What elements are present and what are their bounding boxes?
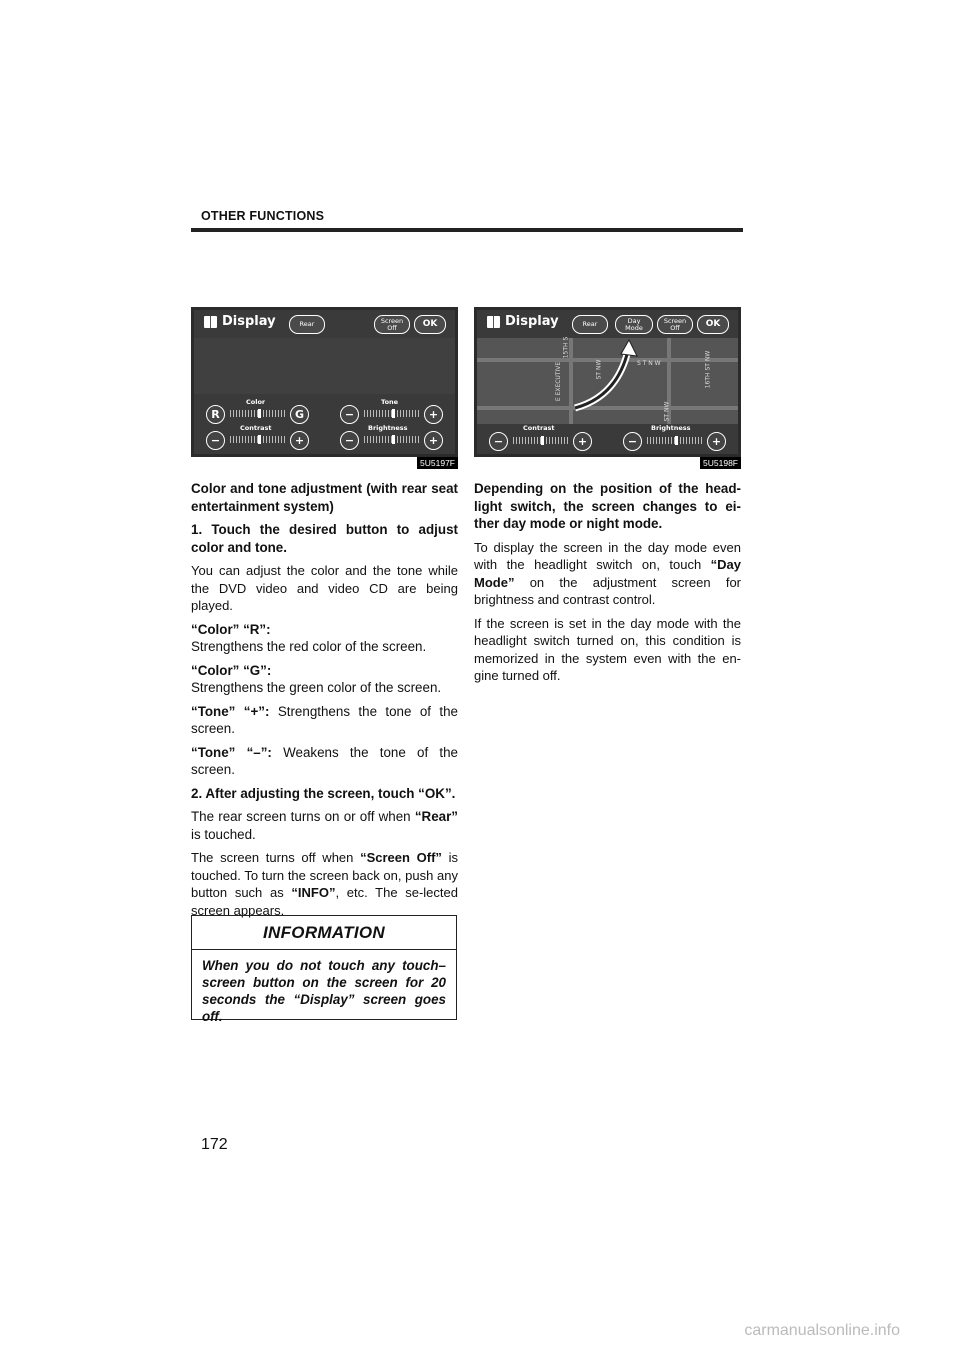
screen-off-paragraph <box>191 849 458 919</box>
section-heading: Color and tone adjustment (with rear seat entertainment system) <box>191 481 458 514</box>
map-label: 15TH S <box>562 336 570 359</box>
tone-plus-text: Strengthens the tone of the screen. <box>191 703 458 736</box>
color-r-label: “Color” “R”: <box>191 621 271 637</box>
tone-minus-label: “Tone” “–”: <box>191 744 272 760</box>
day-mode-paragraph <box>474 539 741 609</box>
day-mode-text-end: on the adjustment screen for brightness and contrast control. <box>474 574 741 607</box>
color-r-text: Strengthens the red color of the screen. <box>191 639 427 654</box>
book-icon <box>487 316 500 328</box>
figure-day-mode-screen <box>474 307 741 468</box>
brightness-slider[interactable] <box>647 437 703 444</box>
step-1: 1. Touch the desired button to adjust color and tone. <box>191 522 458 555</box>
screen-title: Display <box>222 314 276 329</box>
contrast-label: Contrast <box>523 424 555 432</box>
tone-plus-item <box>191 703 458 738</box>
color-g-label: “Color” “G”: <box>191 662 272 678</box>
information-box <box>191 915 457 1024</box>
map-view <box>477 338 738 424</box>
watermark: carmanualsonline.info <box>744 1322 900 1339</box>
color-slider[interactable] <box>230 410 286 417</box>
screen-topbar <box>194 310 455 338</box>
right-column <box>474 480 741 691</box>
day-night-heading: Depending on the position of the head-light switch, the screen changes to ei-ther day mode or night mode. <box>474 481 741 531</box>
ok-button[interactable]: OK <box>414 315 446 334</box>
rear-text-end: is touched. <box>191 826 256 842</box>
brightness-plus-button[interactable]: + <box>707 432 726 451</box>
rear-button[interactable]: Rear <box>289 315 325 334</box>
tone-plus-label: “Tone” “+”: <box>191 703 270 719</box>
tone-minus-text: Weakens the tone of the screen. <box>191 744 459 777</box>
day-mode-text: To display the screen in the day mode even with the headlight switch on, touch <box>474 539 741 572</box>
screen-off-text-end: , etc. The se-lected screen appears. <box>191 885 458 918</box>
tone-slider[interactable] <box>364 410 420 417</box>
contrast-plus-button[interactable]: + <box>573 432 592 451</box>
screen-off-text-mid: is touched. To turn the screen back on, push any button such as <box>191 850 459 900</box>
step-2: 2. After adjusting the screen, touch “OK”. <box>191 785 456 801</box>
display-screen <box>477 310 738 454</box>
rear-text: The rear screen turns on or off when <box>191 809 415 824</box>
brightness-minus-button[interactable]: − <box>340 431 359 450</box>
tone-label: Tone <box>381 398 399 406</box>
arrow-pointer-icon <box>567 338 647 418</box>
brightness-label: Brightness <box>651 424 691 432</box>
figure-color-tone-screen <box>191 307 458 468</box>
contrast-label: Contrast <box>240 424 272 432</box>
brightness-plus-button[interactable]: + <box>424 431 443 450</box>
display-screen <box>194 310 455 454</box>
day-mode-term: “Day Mode” <box>474 557 741 590</box>
tone-minus-button[interactable]: − <box>340 405 359 424</box>
info-term: “INFO” <box>291 885 336 900</box>
map-label: ST NW <box>595 359 603 380</box>
brightness-label: Brightness <box>368 424 408 432</box>
figure-code: 5U5197F <box>417 457 458 469</box>
day-mode-button[interactable]: Day Mode <box>615 315 653 334</box>
color-g-button[interactable]: G <box>290 405 309 424</box>
blank-area <box>194 338 455 394</box>
figure-code: 5U5198F <box>700 457 741 469</box>
color-r-item <box>191 621 458 656</box>
rear-button[interactable]: Rear <box>572 315 608 334</box>
screen-off-button[interactable]: Screen Off <box>657 315 693 334</box>
information-title: INFORMATION <box>192 916 456 950</box>
ok-button[interactable]: OK <box>697 315 729 334</box>
left-column <box>191 480 458 925</box>
color-label: Color <box>246 398 266 406</box>
map-label: ST NW <box>663 401 671 422</box>
screen-off-text: The screen turns off when <box>191 850 361 865</box>
contrast-slider[interactable] <box>230 436 286 443</box>
contrast-plus-button[interactable]: + <box>290 431 309 450</box>
information-text: When you do not touch any touch–screen button on the screen for 20 seconds the “Display” screen goes off. <box>202 958 446 1024</box>
color-g-text: Strengthens the green color of the screen. <box>191 680 442 695</box>
page-number: 172 <box>201 1136 228 1153</box>
intro-text: You can adjust the color and the tone while the DVD video and video CD are being played. <box>191 563 458 613</box>
contrast-minus-button[interactable]: − <box>206 431 225 450</box>
contrast-minus-button[interactable]: − <box>489 432 508 451</box>
rear-term: “Rear” <box>414 809 458 824</box>
screen-off-button[interactable]: Screen Off <box>374 315 410 334</box>
memory-paragraph: If the screen is set in the day mode with the headlight switch turned on, this condition is memorized in the system even with the en-gine turned off. <box>474 615 741 683</box>
brightness-slider[interactable] <box>364 436 420 443</box>
map-label: 16TH ST NW <box>704 350 712 389</box>
tone-minus-item <box>191 744 458 779</box>
header-rule <box>191 228 743 232</box>
map-label: E EXECUTIVE <box>555 361 563 402</box>
color-r-button[interactable]: R <box>206 405 225 424</box>
rear-paragraph <box>191 808 458 843</box>
screen-title: Display <box>505 314 559 329</box>
control-panel <box>194 394 455 454</box>
color-g-item <box>191 662 458 697</box>
book-icon <box>204 316 217 328</box>
contrast-slider[interactable] <box>513 437 569 444</box>
tone-plus-button[interactable]: + <box>424 405 443 424</box>
control-panel <box>477 424 738 454</box>
screen-topbar <box>477 310 738 338</box>
brightness-minus-button[interactable]: − <box>623 432 642 451</box>
map-label: S T N W <box>637 360 661 367</box>
section-header: OTHER FUNCTIONS <box>201 209 325 223</box>
screen-off-term: “Screen Off” <box>360 850 442 865</box>
